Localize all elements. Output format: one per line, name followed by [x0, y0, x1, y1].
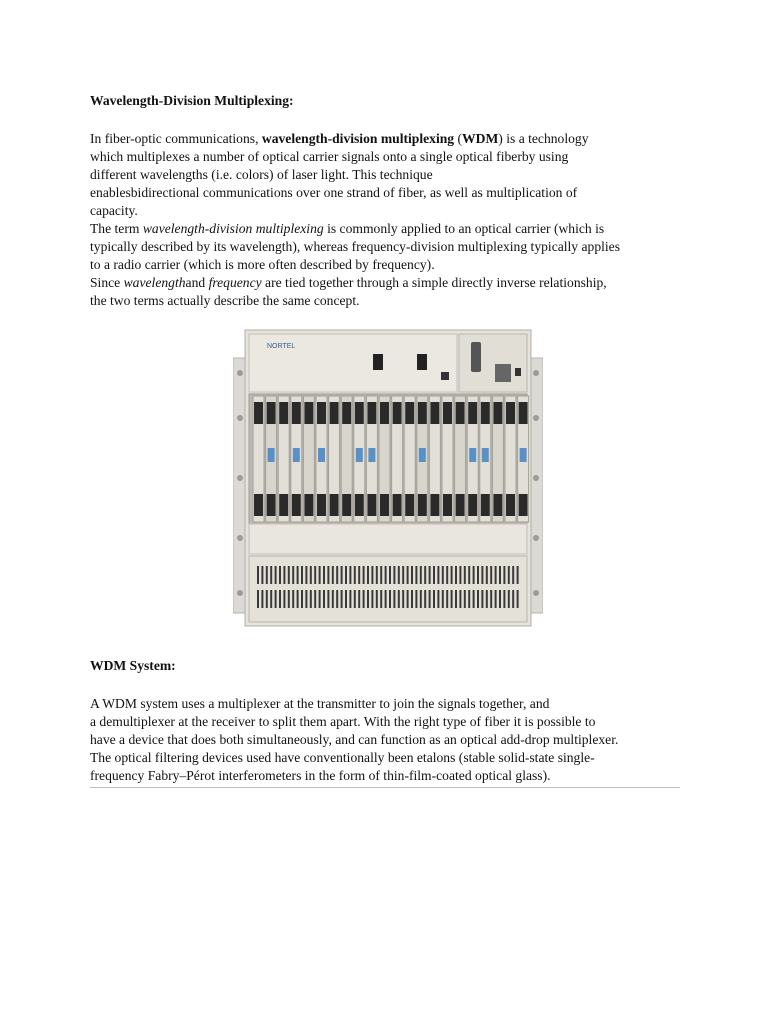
vent-slot	[473, 590, 475, 608]
vent-slot	[261, 566, 263, 584]
vent-slot	[468, 566, 470, 584]
vent-slot	[367, 590, 369, 608]
text-line: typically described by its wavelength), whereas frequency-division multiplexing typically applies	[90, 239, 621, 254]
vent-slot	[297, 566, 299, 584]
vent-slot	[314, 590, 316, 608]
vent-slot	[393, 566, 395, 584]
line-card	[266, 396, 277, 522]
text-line: which multiplexes a number of optical carrier signals onto a single optical fiberby using	[90, 149, 569, 164]
vent-slot	[411, 566, 413, 584]
text-line: have a device that does both simultaneously, and can function as an optical add-drop multiplexer.	[90, 732, 619, 747]
vent-slot	[486, 590, 488, 608]
vent-slot	[275, 590, 277, 608]
line-card	[316, 396, 327, 522]
vent-slot	[486, 566, 488, 584]
vent-slot	[398, 590, 400, 608]
vent-slot	[319, 590, 321, 608]
vent-slot	[433, 566, 435, 584]
vent-slot	[354, 590, 356, 608]
divider-line	[90, 787, 680, 788]
vent-slot	[305, 590, 307, 608]
vent-slot	[297, 590, 299, 608]
vent-slot	[371, 566, 373, 584]
vent-slot	[363, 566, 365, 584]
line-card	[467, 396, 478, 522]
vent-slot	[407, 590, 409, 608]
line-card	[505, 396, 516, 522]
vent-slot	[376, 566, 378, 584]
vent-slot	[517, 590, 519, 608]
vent-slot	[446, 590, 448, 608]
vent-slot	[464, 566, 466, 584]
text-line: A WDM system uses a multiplexer at the transmitter to join the signals together, and	[90, 696, 550, 711]
vent-slot	[292, 566, 294, 584]
vent-slot	[380, 590, 382, 608]
vent-slot	[358, 566, 360, 584]
acronym-wdm: WDM	[462, 131, 499, 146]
vent-slot	[499, 590, 501, 608]
vent-slot	[301, 590, 303, 608]
vent-slot	[358, 590, 360, 608]
vent-slot	[314, 566, 316, 584]
vent-slot	[261, 590, 263, 608]
text-line: to a radio carrier (which is more often described by frequency).	[90, 257, 435, 272]
vent-slot	[495, 590, 497, 608]
vent-slot	[420, 566, 422, 584]
vent-slot	[407, 566, 409, 584]
vent-slot	[455, 566, 457, 584]
vent-slot	[429, 566, 431, 584]
vent-slot	[323, 566, 325, 584]
vent-slot	[503, 590, 505, 608]
text-line: enablesbidirectional communications over one strand of fiber, as well as multiplication of	[90, 185, 578, 200]
vent-slot	[477, 566, 479, 584]
line-card	[303, 396, 314, 522]
vent-slot	[301, 566, 303, 584]
vent-slot	[288, 590, 290, 608]
vent-slot	[389, 566, 391, 584]
vent-slot	[468, 590, 470, 608]
vent-slot	[288, 566, 290, 584]
text-line: the two terms actually describe the same concept.	[90, 293, 360, 308]
text-line: In fiber-optic communications, wavelength-division multiplexing (WDM) is a technology	[90, 131, 589, 146]
text-line: different wavelengths (i.e. colors) of laser light. This technique	[90, 167, 433, 182]
vent-slot	[433, 590, 435, 608]
vent-slot	[323, 590, 325, 608]
vent-slot	[310, 566, 312, 584]
vent-slot	[451, 566, 453, 584]
vent-slot	[490, 566, 492, 584]
brand-logo: NORTEL	[267, 343, 296, 350]
line-card	[392, 396, 403, 522]
section-heading-wdm: Wavelength-Division Multiplexing:	[90, 93, 294, 108]
line-card	[291, 396, 302, 522]
line-card	[366, 396, 377, 522]
vent-slot	[420, 590, 422, 608]
vent-slot	[270, 566, 272, 584]
vent-slot	[437, 566, 439, 584]
vent-slot	[279, 566, 281, 584]
vent-slot	[367, 566, 369, 584]
vent-slot	[512, 566, 514, 584]
section-heading-wdm-system: WDM System:	[90, 658, 176, 673]
line-card	[341, 396, 352, 522]
line-card	[329, 396, 340, 522]
text-line: capacity.	[90, 203, 138, 218]
term-wdm: wavelength-division multiplexing	[261, 131, 455, 146]
vent-slot	[402, 566, 404, 584]
vent-slot	[385, 566, 387, 584]
text-line: Since wavelengthand frequency are tied together through a simple directly inverse relationship,	[90, 275, 607, 290]
vent-slot	[402, 590, 404, 608]
vent-slot	[310, 590, 312, 608]
vent-slot	[464, 590, 466, 608]
vent-slot	[481, 566, 483, 584]
vent-slot	[257, 590, 259, 608]
vent-slot	[363, 590, 365, 608]
vent-slot	[424, 590, 426, 608]
vent-slot	[336, 566, 338, 584]
vent-slot	[503, 566, 505, 584]
vent-slot	[411, 590, 413, 608]
vent-slot	[380, 566, 382, 584]
vent-slot	[508, 566, 510, 584]
line-card	[429, 396, 440, 522]
text-line: The optical filtering devices used have conventionally been etalons (stable solid-state single-	[90, 750, 595, 765]
vent-slot	[393, 590, 395, 608]
line-card	[518, 396, 529, 522]
vent-slot	[495, 566, 497, 584]
vent-slot	[459, 590, 461, 608]
vent-slot	[517, 566, 519, 584]
vent-slot	[429, 590, 431, 608]
vent-slot	[341, 590, 343, 608]
line-card	[354, 396, 365, 522]
vent-slot	[327, 566, 329, 584]
vent-slot	[341, 566, 343, 584]
intro-paragraph	[90, 130, 690, 310]
vent-slot	[336, 590, 338, 608]
vent-slot	[319, 566, 321, 584]
text-line: a demultiplexer at the receiver to split them apart. With the right type of fiber it is possible to	[90, 714, 596, 729]
vent-slot	[345, 590, 347, 608]
line-card	[417, 396, 428, 522]
vent-slot	[459, 566, 461, 584]
vent-slot	[292, 590, 294, 608]
vent-slot	[332, 566, 334, 584]
vent-slot	[451, 590, 453, 608]
vent-slot	[415, 590, 417, 608]
line-card	[404, 396, 415, 522]
vent-slot	[437, 590, 439, 608]
vent-slot	[345, 566, 347, 584]
vent-slot	[415, 566, 417, 584]
vent-slot	[389, 590, 391, 608]
text-line: The term wavelength-division multiplexing is commonly applied to an optical carrier (which is	[90, 221, 605, 236]
system-paragraph	[90, 695, 690, 785]
vent-slot	[490, 590, 492, 608]
vent-slot	[349, 590, 351, 608]
line-card	[379, 396, 390, 522]
vent-slot	[266, 590, 268, 608]
vent-slot	[283, 590, 285, 608]
vent-slot	[349, 566, 351, 584]
vent-slot	[385, 590, 387, 608]
vent-slot	[442, 590, 444, 608]
line-card	[442, 396, 453, 522]
vent-slot	[327, 590, 329, 608]
wdm-equipment-image	[233, 328, 543, 628]
vent-slot	[455, 590, 457, 608]
text-line: frequency Fabry–Pérot interferometers in the form of thin-film-coated optical glass).	[90, 768, 551, 783]
vent-slot	[279, 590, 281, 608]
vent-slot	[332, 590, 334, 608]
vent-slot	[270, 590, 272, 608]
vent-slot	[477, 590, 479, 608]
line-card	[253, 396, 264, 522]
vent-slot	[398, 566, 400, 584]
vent-slot	[508, 590, 510, 608]
vent-slot	[283, 566, 285, 584]
line-card	[455, 396, 466, 522]
vent-slot	[371, 590, 373, 608]
vent-slot	[442, 566, 444, 584]
vent-slot	[481, 590, 483, 608]
line-card	[492, 396, 503, 522]
vent-slot	[354, 566, 356, 584]
vent-slot	[376, 590, 378, 608]
vent-slot	[473, 566, 475, 584]
vent-slot	[424, 566, 426, 584]
vent-slot	[499, 566, 501, 584]
vent-slot	[266, 566, 268, 584]
vent-slot	[275, 566, 277, 584]
vent-slot	[257, 566, 259, 584]
vent-slot	[512, 590, 514, 608]
line-card	[480, 396, 491, 522]
vent-slot	[305, 566, 307, 584]
line-card	[278, 396, 289, 522]
vent-slot	[446, 566, 448, 584]
